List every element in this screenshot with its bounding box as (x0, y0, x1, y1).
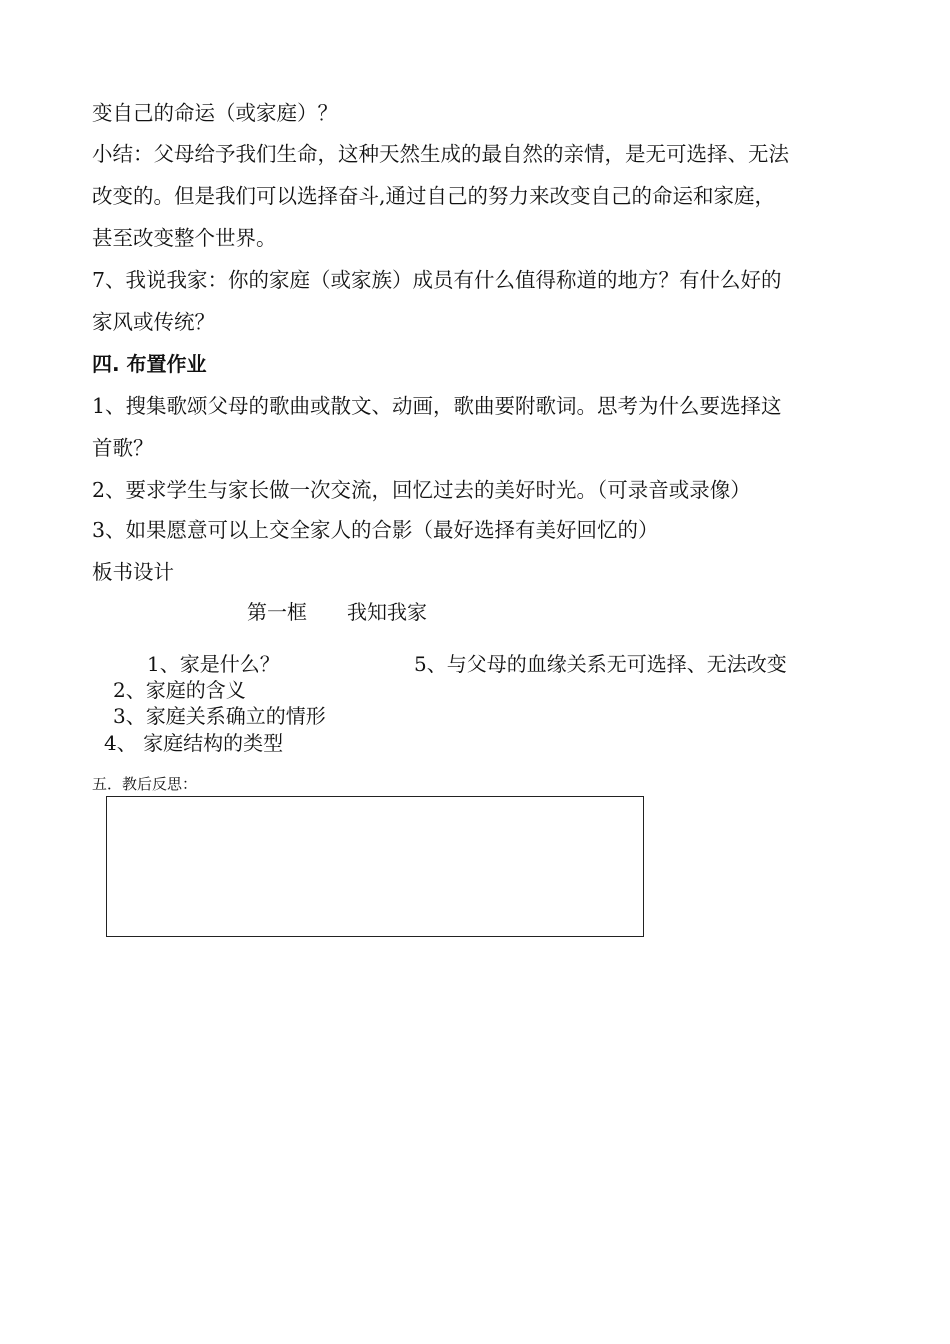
summary-line-3: 甚至改变整个世界。 (92, 226, 277, 250)
homework-item-2: 2、要求学生与家长做一次交流，回忆过去的美好时光。（可录音或录像） (92, 478, 751, 502)
section-heading-homework: 四. 布置作业 (92, 352, 207, 376)
board-item-2: 2、家庭的含义 (113, 678, 246, 702)
homework-item-1: 1、搜集歌颂父母的歌曲或散文、动画，歌曲要附歌词。思考为什么要选择这 (92, 394, 782, 418)
reflection-label: 五．教后反思： (92, 775, 198, 793)
board-lesson-title: 我知我家 (347, 600, 427, 624)
homework-item-3: 3、如果愿意可以上交全家人的合影（最好选择有美好回忆的） (92, 518, 659, 542)
text-line-1: 变自己的命运（或家庭）？ (92, 101, 338, 125)
homework-item-1-cont: 首歌？ (92, 436, 154, 460)
item-7-line-1: 7、我说我家：你的家庭（或家族）成员有什么值得称道的地方？有什么好的 (92, 268, 782, 292)
summary-line-1: 小结：父母给予我们生命，这种天然生成的最自然的亲情，是无可选择、无法 (92, 142, 789, 166)
board-item-4: 4、 家庭结构的类型 (104, 731, 284, 755)
board-frame-title: 第一框 (247, 600, 307, 624)
board-item-1: 1、家是什么？ (147, 652, 280, 676)
reflection-box (106, 796, 644, 937)
board-design-title: 板书设计 (92, 560, 174, 584)
board-item-5: 5、与父母的血缘关系无可选择、无法改变 (414, 652, 787, 676)
item-7-line-2: 家风或传统？ (92, 310, 215, 334)
board-item-3: 3、家庭关系确立的情形 (113, 704, 326, 728)
summary-line-2: 改变的。但是我们可以选择奋斗,通过自己的努力来改变自己的命运和家庭， (92, 184, 776, 208)
